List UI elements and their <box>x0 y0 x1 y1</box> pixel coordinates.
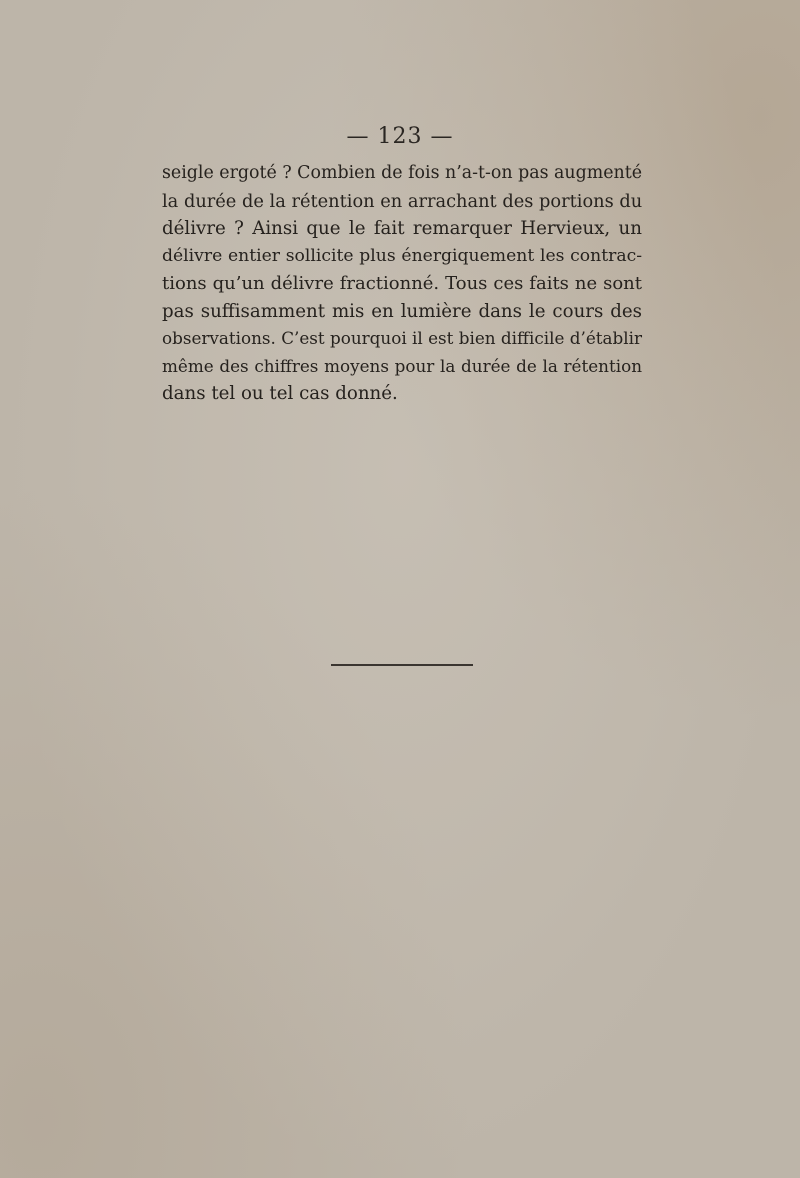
text-line: observations. C’est pourquoi il est bien difficile d’établir <box>162 328 642 348</box>
body-paragraph <box>162 160 642 408</box>
text-line: même des chiffres moyens pour la durée de la rétention <box>162 355 642 376</box>
text-line: pas suffisamment mis en lumière dans le cours des <box>162 300 642 322</box>
section-divider <box>331 664 473 666</box>
text-line: dans tel ou tel cas donné. <box>162 383 398 404</box>
text-line: seigle ergoté ? Combien de fois n’a-t-on pas augmenté <box>162 163 642 183</box>
text-line: la durée de la rétention en arrachant des portions du <box>162 190 643 212</box>
text-line: délivre entier sollicite plus énergiquement les contrac- <box>162 245 642 266</box>
page-number: — 123 — <box>346 124 454 149</box>
text-line: délivre ? Ainsi que le fait remarquer Hervieux, un <box>162 218 642 239</box>
text-line: tions qu’un délivre fractionné. Tous ces faits ne sont <box>162 273 642 294</box>
